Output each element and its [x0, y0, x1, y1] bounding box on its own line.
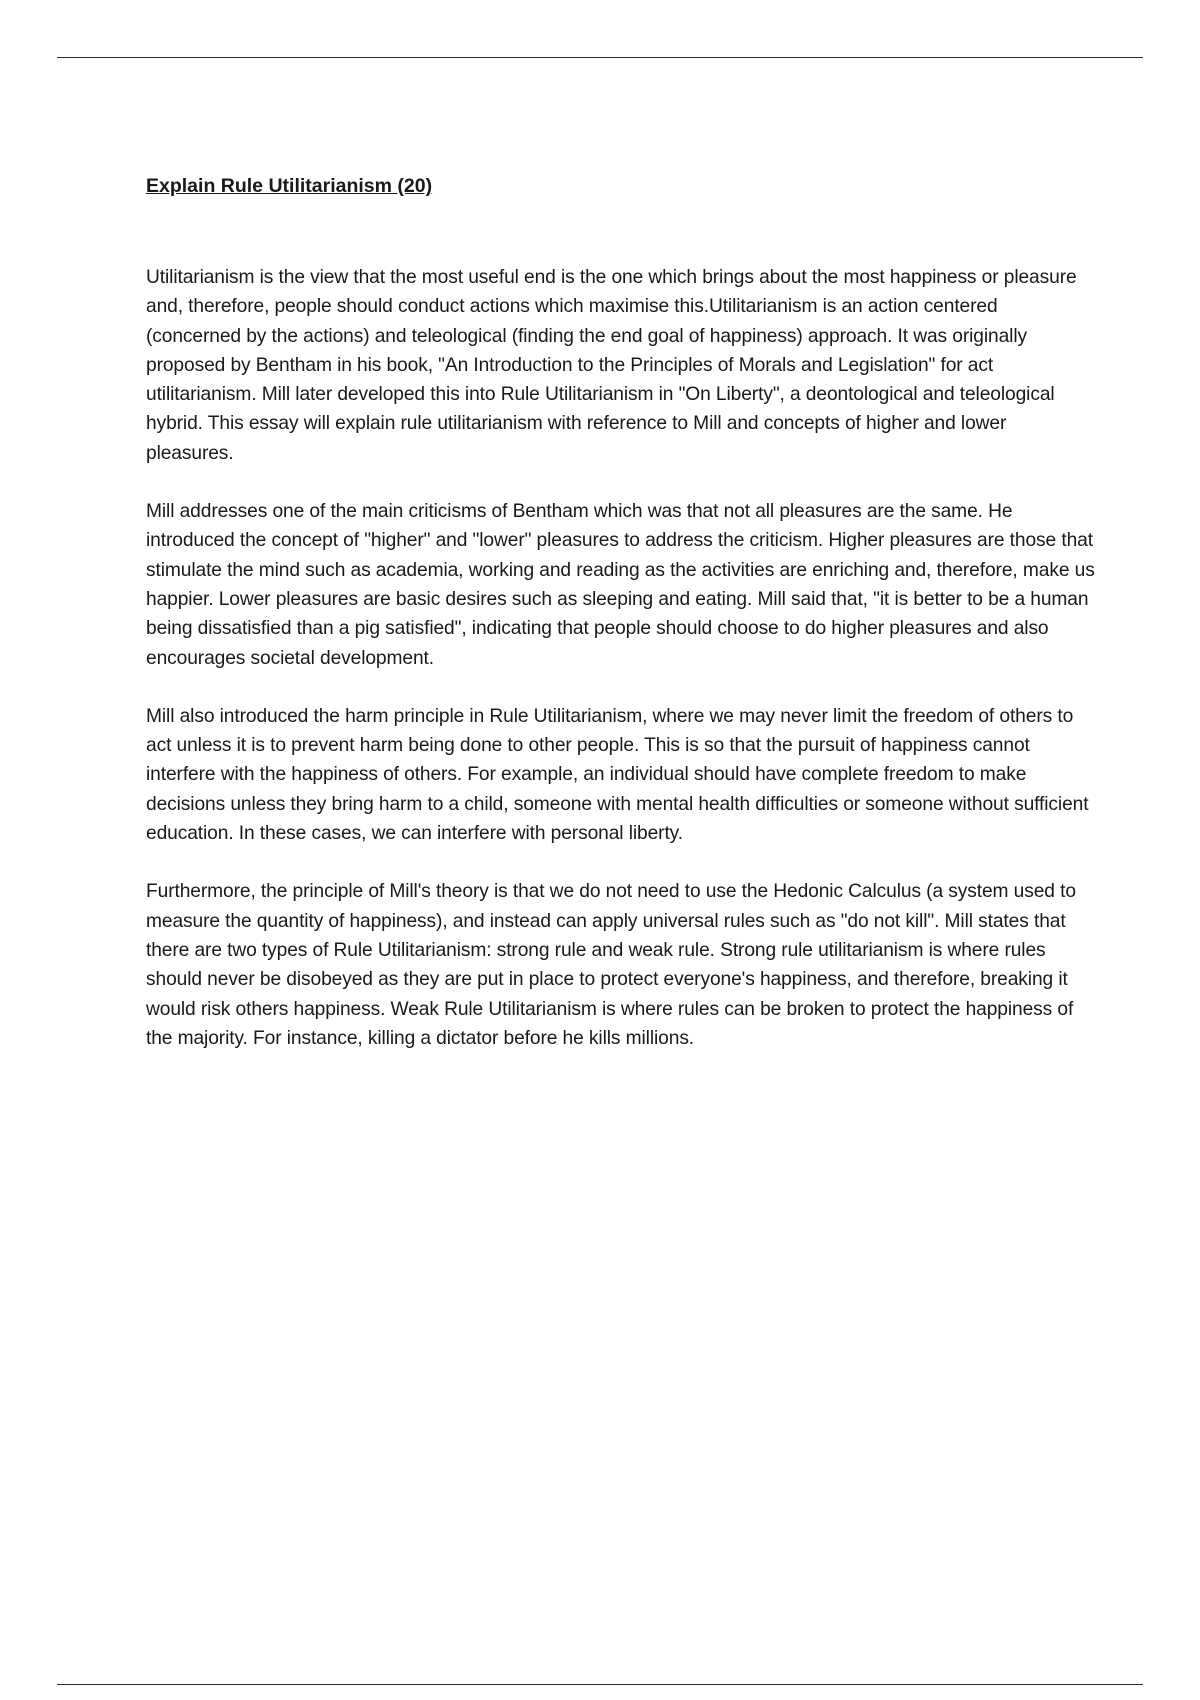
- document-body: [146, 174, 1096, 1082]
- paragraph-introduction: Utilitarianism is the view that the most useful end is the one which brings about the most happiness or pleasure and, therefore, people should conduct actions which maximise this.Utilitarianism is an action centered (concerned by the actions) and teleological (finding the end goal of happiness) approach. It was originally proposed by Bentham in his book, "An Introduction to the Principles of Morals and Legislation" for act utilitarianism. Mill later developed this into Rule Utilitarianism in "On Liberty", a deontological and teleological hybrid. This essay will explain rule utilitarianism with reference to Mill and concepts of higher and lower pleasures.: [146, 267, 1077, 464]
- paragraph-higher-lower-pleasures: Mill addresses one of the main criticisms of Bentham which was that not all pleasures are the same. He introduced the concept of "higher" and "lower" pleasures to address the criticism. Higher pleasures are those that stimulate the mind such as academia, working and reading as the activities are enriching and, therefore, make us happier. Lower pleasures are basic desires such as sleeping and eating. Mill said that, "it is better to be a human being dissatisfied than a pig satisfied", indicating that people should choose to do higher pleasures and also encourages societal development.: [146, 501, 1095, 669]
- paragraph-harm-principle: Mill also introduced the harm principle in Rule Utilitarianism, where we may never limit the freedom of others to act unless it is to prevent harm being done to other people. This is so that the pursuit of happiness cannot interfere with the happiness of others. For example, an individual should have complete freedom to make decisions unless they bring harm to a child, someone with mental health difficulties or someone without sufficient education. In these cases, we can interfere with personal liberty.: [146, 705, 1089, 845]
- essay-title: Explain Rule Utilitarianism (20): [146, 175, 433, 197]
- bottom-divider: [57, 1684, 1143, 1685]
- essay-paragraphs: [146, 263, 1096, 1053]
- paragraph-strong-weak-rule: Furthermore, the principle of Mill's theory is that we do not need to use the Hedonic Calculus (a system used to measure the quantity of happiness), and instead can apply universal rules such as "do not kill". Mill states that there are two types of Rule Utilitarianism: strong rule and weak rule. Strong rule utilitarianism is where rules should never be disobeyed as they are put in place to protect everyone's happiness, and therefore, breaking it would risk others happiness. Weak Rule Utilitarianism is where rules can be broken to protect the happiness of the majority. For instance, killing a dictator before he kills millions.: [146, 881, 1076, 1049]
- top-divider: [57, 57, 1143, 58]
